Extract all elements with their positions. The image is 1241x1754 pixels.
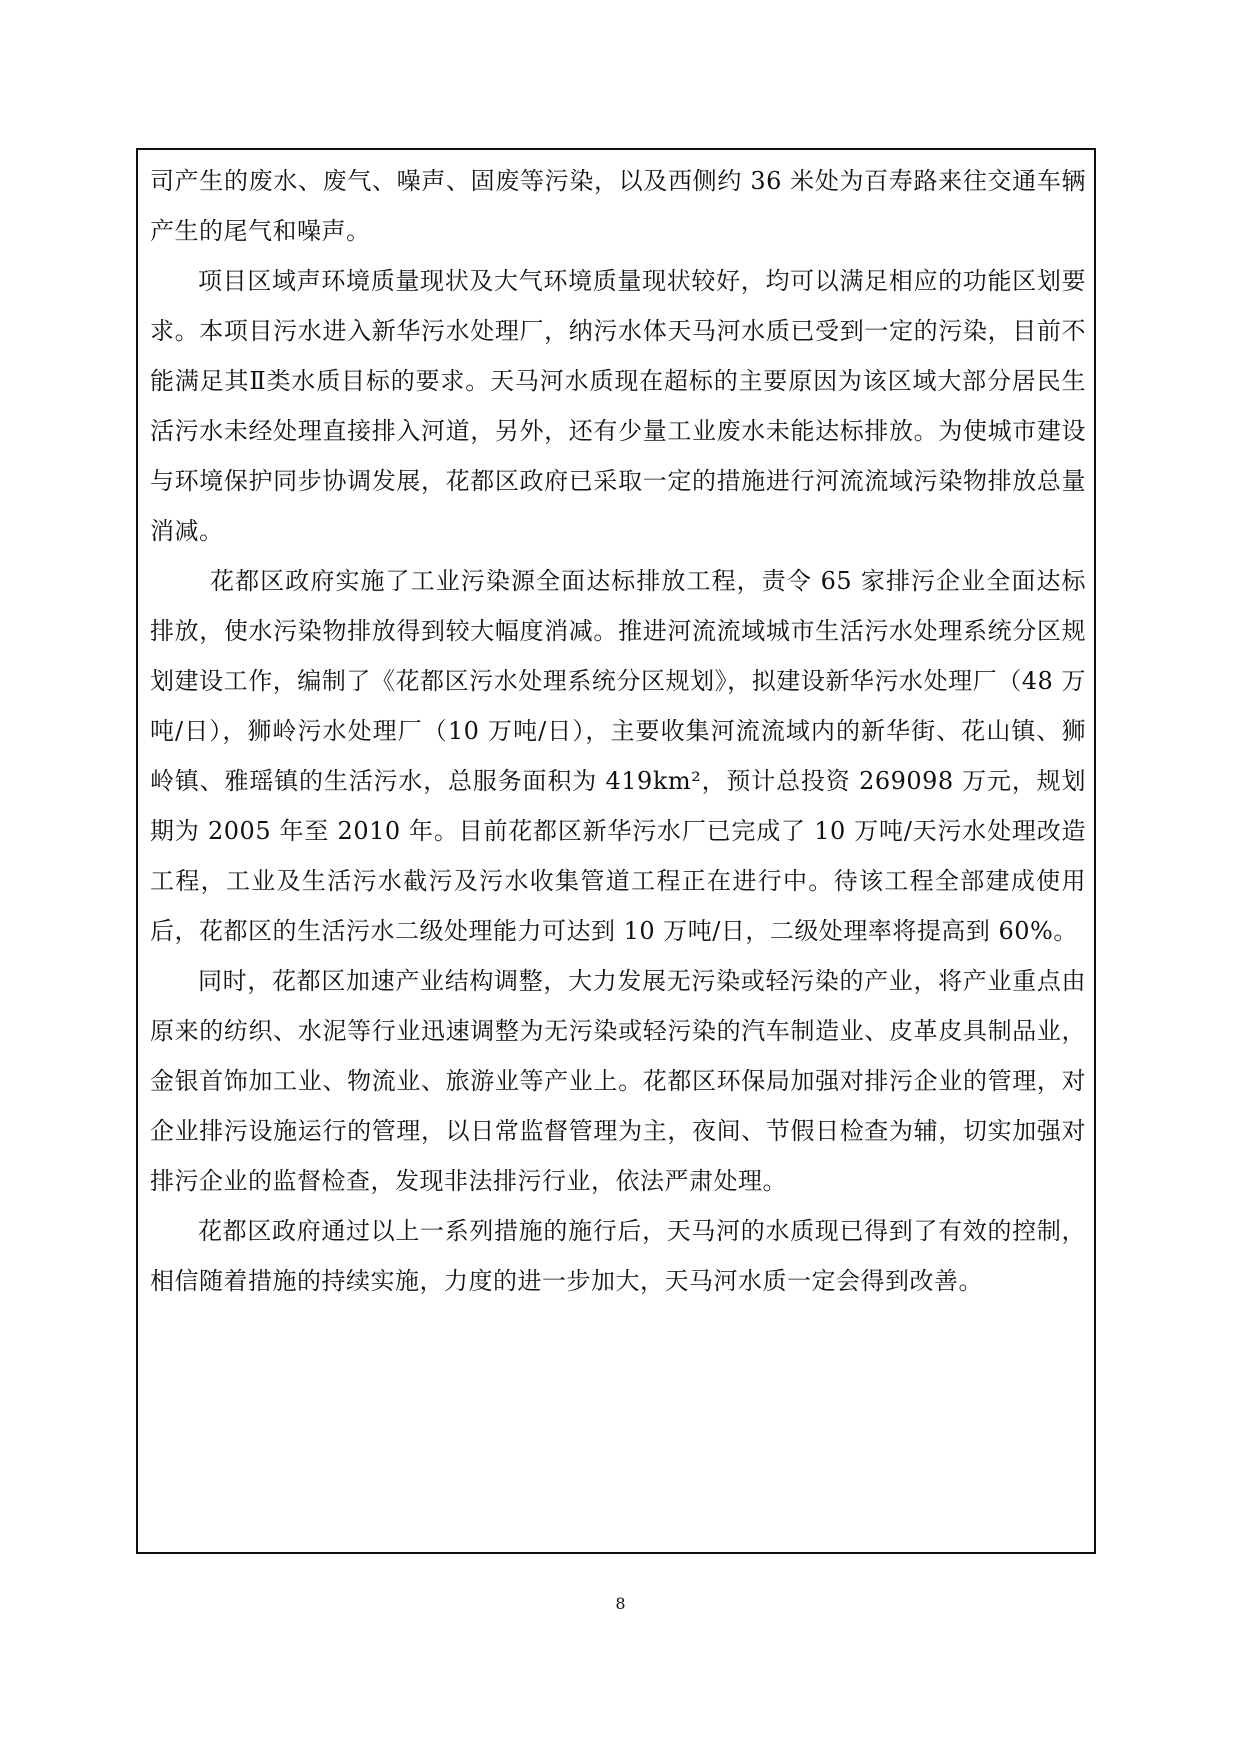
paragraph-industrial-restructuring: 同时，花都区加速产业结构调整，大力发展无污染或轻污染的产业，将产业重点由原来的纺织、水泥等行业迅速调整为无污染或轻污染的汽车制造业、皮革皮具制品业，金银首饰加工业、物流业、旅游业等产业上。花都区环保局加强对排污企业的管理，对企业排污设施运行的管理，以日常监督管理为主，夜间、节假日检查为辅，切实加强对排污企业的监督检查，发现非法排污行业，依法严肃处理。: [150, 967, 1086, 1195]
page-number: 8: [615, 1594, 626, 1613]
paragraph-conclusion: 花都区政府通过以上一系列措施的施行后，天马河的水质现已得到了有效的控制，相信随着措施的持续实施，力度的进一步加大，天马河水质一定会得到改善。: [150, 1217, 1086, 1295]
paragraph-environment-quality: 项目区域声环境质量现状及大气环境质量现状较好，均可以满足相应的功能区划要求。本项目污水进入新华污水处理厂，纳污水体天马河水质已受到一定的污染，目前不能满足其Ⅱ类水质目标的要求。天马河水质现在超标的主要原因为该区域大部分居民生活污水未经处理直接排入河道，另外，还有少量工业废水未能达标排放。为使城市建设与环境保护同步协调发展，花都区政府已采取一定的措施进行河流流域污染物排放总量消减。: [150, 267, 1086, 545]
content-frame: [136, 148, 1096, 1554]
paragraph-government-measures: 花都区政府实施了工业污染源全面达标排放工程，责令 65 家排污企业全面达标排放，使水污染物排放得到较大幅度消减。推进河流流域城市生活污水处理系统分区规划建设工作，编制了《花都区污水处理系统分区规划》，拟建设新华污水处理厂（48 万吨/日），狮岭污水处理厂（10 万吨/日），主要收集河流流域内的新华街、花山镇、狮岭镇、雅瑶镇的生活污水，总服务面积为 419km²，预计总投资 269098 万元，规划期为 2005 年至 2010 年。目前花都区新华污水厂已完成了 10 万吨/天污水处理改造工程，工业及生活污水截污及污水收集管道工程正在进行中。待该工程全部建成使用后，花都区的生活污水二级处理能力可达到 10 万吨/日，二级处理率将提高到 60%。: [150, 567, 1086, 945]
paragraph-continuation: 司产生的废水、废气、噪声、固废等污染，以及西侧约 36 米处为百寿路来往交通车辆产生的尾气和噪声。: [150, 167, 1086, 245]
